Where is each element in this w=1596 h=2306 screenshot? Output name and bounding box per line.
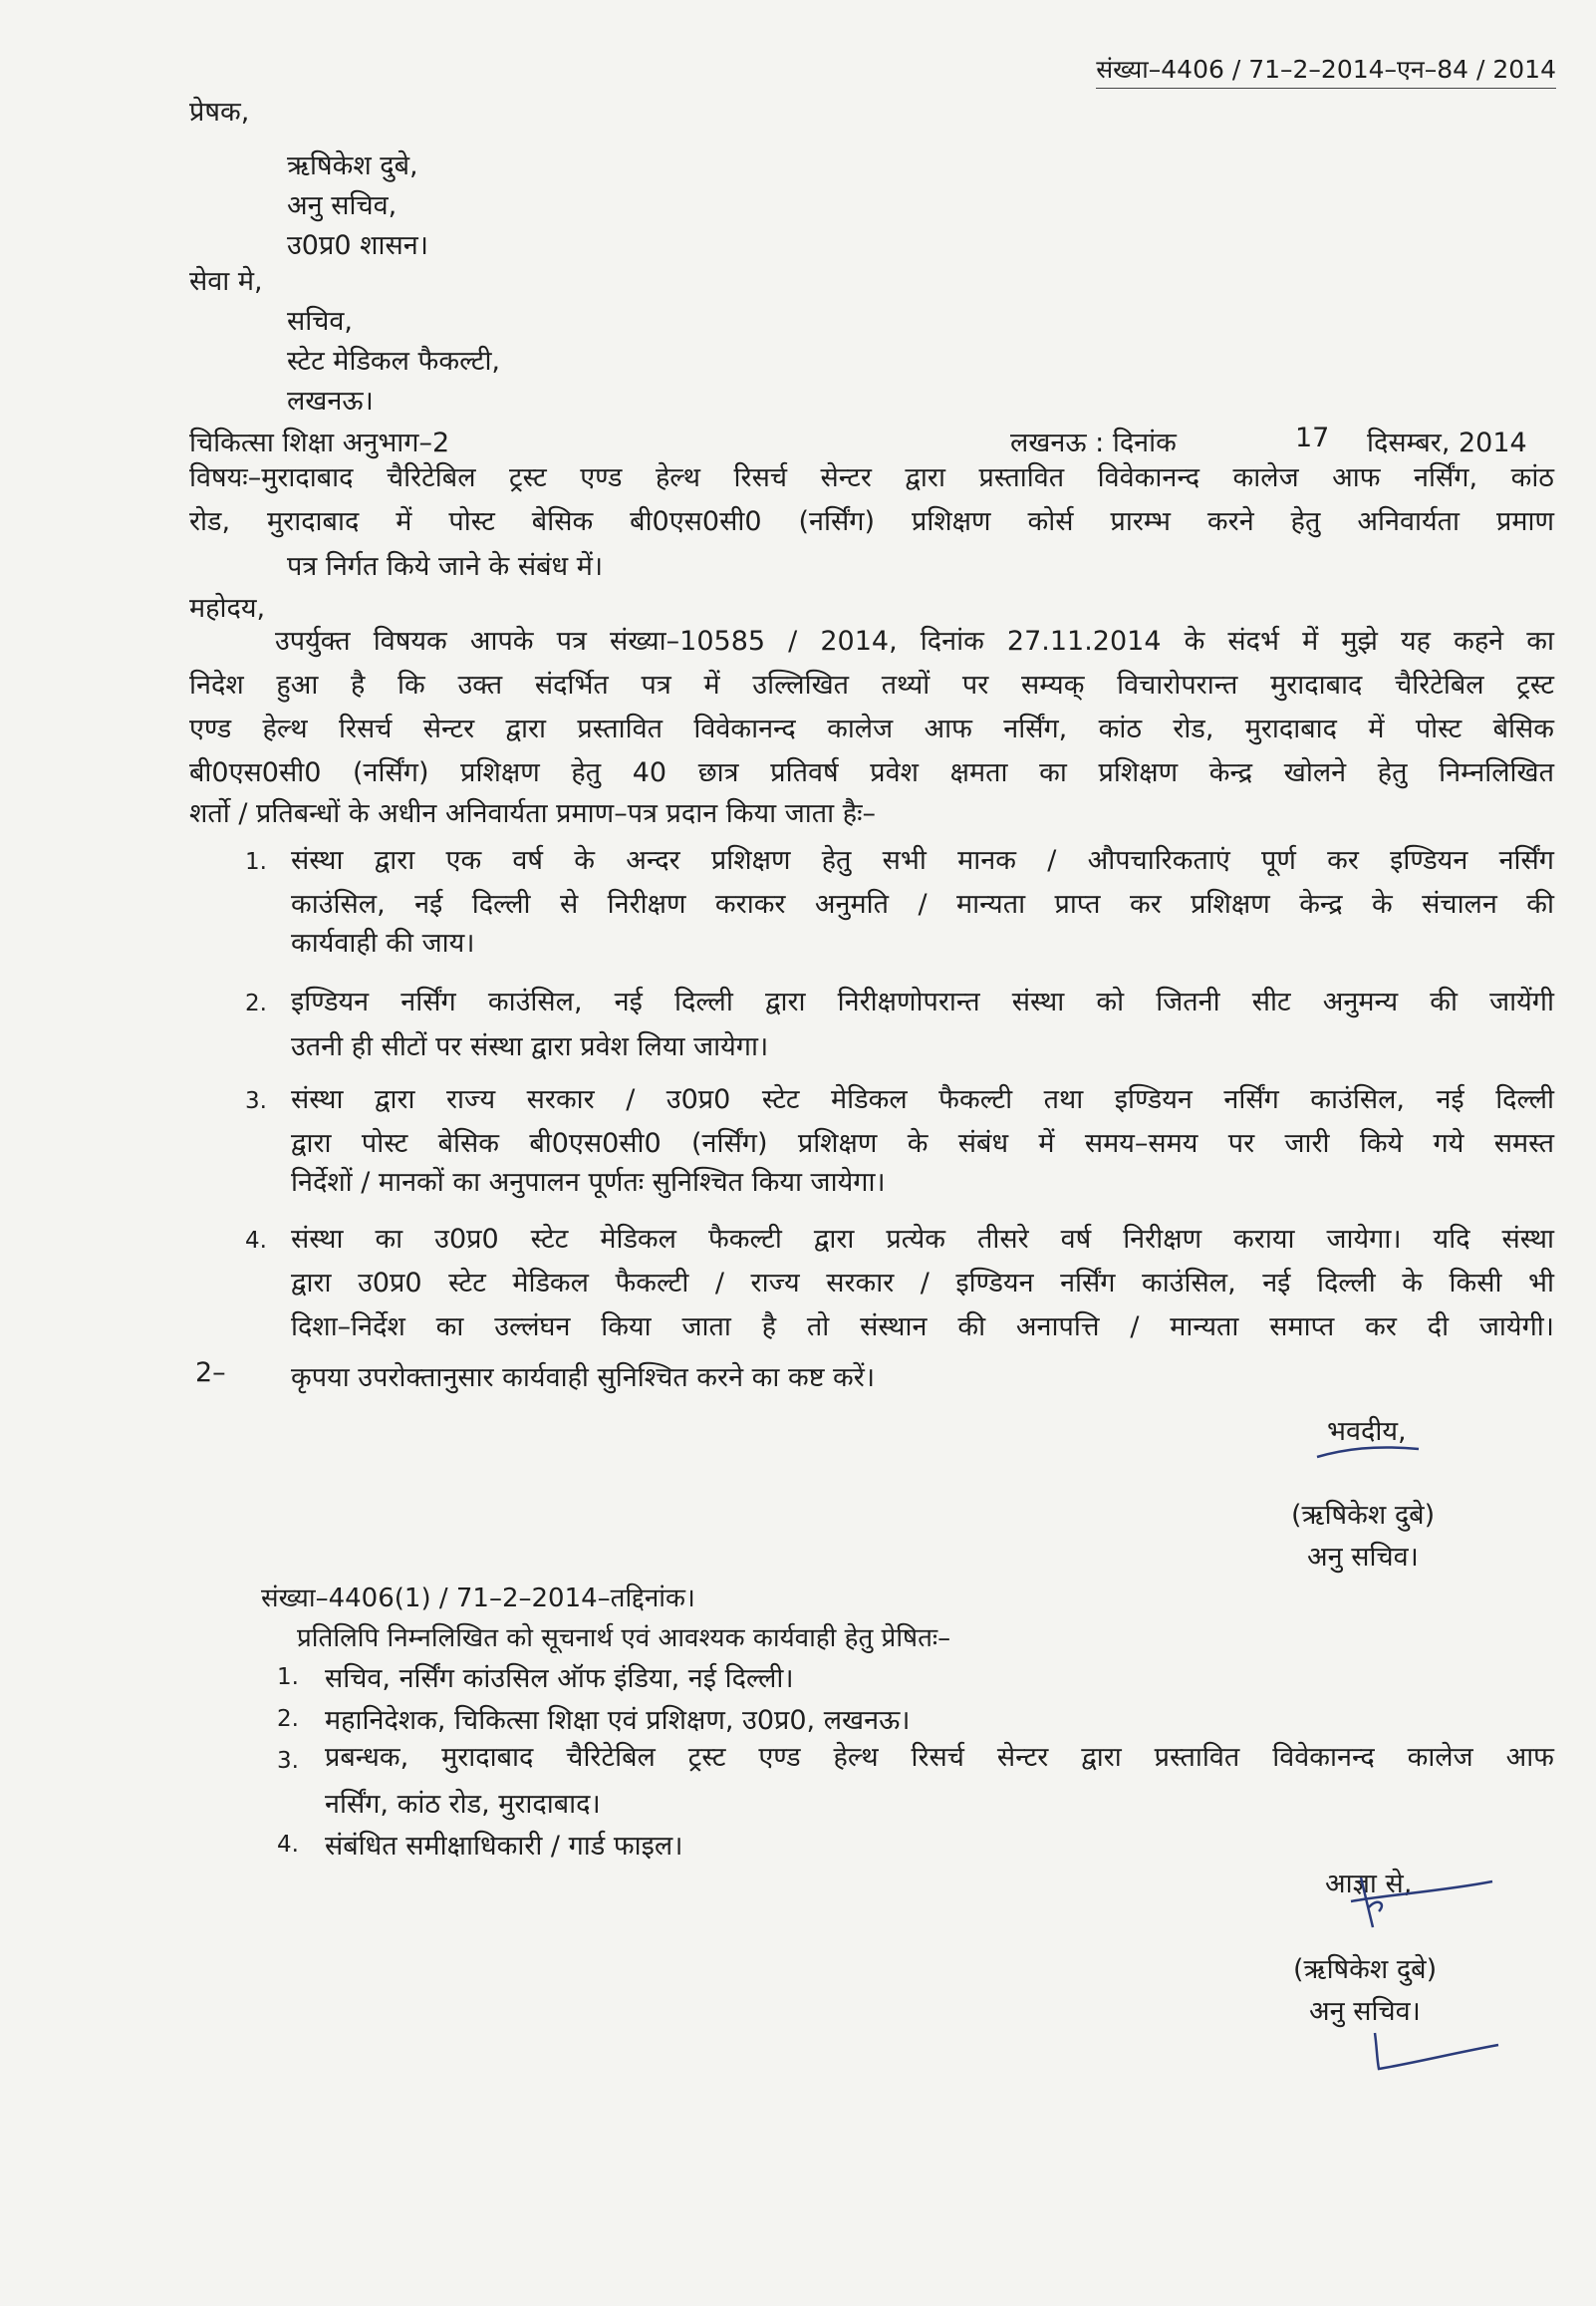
valediction: भवदीय, — [1327, 1416, 1407, 1447]
date-place: लखनऊ : दिनांक — [1010, 428, 1177, 458]
copy-intro: प्रतिलिपि निम्नलिखित को सूचनार्थ एवं आवश्यक कार्यवाही हेतु प्रेषितः– — [297, 1623, 951, 1653]
condition-number: 2. — [245, 991, 267, 1016]
subject-line: रोड, मुरादाबाद में पोस्ट बेसिक बी0एस0सी0 (नर्सिंग) प्रशिक्षण कोर्स प्रारम्भ करने हेतु अनिवार्यता प्रमाण — [189, 506, 1554, 537]
department-section: चिकित्सा शिक्षा अनुभाग–2 — [189, 428, 450, 458]
copy-item: सचिव, नर्सिंग कांउसिल ऑफ इंडिया, नई दिल्ली। — [325, 1663, 794, 1694]
body-paragraph — [189, 664, 1554, 795]
body-line-text: निदेश हुआ है कि उक्त संदर्भित पत्र में उल्लिखित तथ्यों पर सम्यक् विचारोपरान्त मुरादाबाद चैरिटेबिल ट्रस्ट — [189, 670, 1554, 701]
copy-item-line: नर्सिंग, कांठ रोड, मुरादाबाद। — [325, 1789, 601, 1820]
subject-line: पत्र निर्गत किये जाने के संबंध में। — [287, 551, 604, 582]
signatory-designation: अनु सचिव। — [1307, 1542, 1419, 1573]
date-day: 17 — [1295, 423, 1330, 453]
condition-number: 3. — [245, 1088, 267, 1114]
paragraph-number: 2– — [195, 1357, 226, 1388]
condition-line: द्वारा पोस्ट बेसिक बी0एस0सी0 (नर्सिंग) प्रशिक्षण के संबंध में समय–समय पर जारी किये गये समस्त — [291, 1128, 1554, 1159]
sender-name: ऋषिकेश दुबे, — [287, 150, 418, 181]
copy-item-number: 1. — [277, 1664, 299, 1690]
condition-line: द्वारा उ0प्र0 स्टेट मेडिकल फैकल्टी / राज्य सरकार / इण्डियन नर्सिंग काउंसिल, नई दिल्ली के किसी भी — [291, 1268, 1554, 1298]
copy-item-number: 4. — [277, 1832, 299, 1858]
condition-line: संस्था द्वारा एक वर्ष के अन्दर प्रशिक्षण हेतु सभी मानक / औपचारिकताएं पूर्ण कर इण्डियन नर्सिंग — [291, 845, 1554, 876]
condition-text — [291, 1218, 1554, 1349]
condition-line: दिशा–निर्देश का उल्लंघन किया जाता है तो संस्थान की अनापत्ति / मान्यता समाप्त कर दी जायेगी। — [291, 1311, 1554, 1342]
reference-number: संख्या–4406 / 71–2–2014–एन–84 / 2014 — [1096, 52, 1556, 89]
date-month-year: दिसम्बर, 2014 — [1367, 428, 1527, 458]
body-line-text: एण्ड हेल्थ रिसर्च सेन्टर द्वारा प्रस्तावित विवेकानन्द कालेज आफ नर्सिंग, कांठ रोड, मुरादाबाद में पोस्ट बेसिक — [189, 714, 1554, 744]
condition-line: संस्था का उ0प्र0 स्टेट मेडिकल फैकल्टी द्वारा प्रत्येक तीसरे वर्ष निरीक्षण कराया जायेगा। यदि संस्था — [291, 1224, 1554, 1255]
copy-reference: संख्या–4406(1) / 71–2–2014–तद्दिनांक। — [261, 1584, 695, 1613]
copy-item-number: 2. — [277, 1706, 299, 1732]
handwritten-signature — [1321, 1868, 1500, 1937]
condition-line: उतनी ही सीटों पर संस्था द्वारा प्रवेश लिया जायेगा। — [291, 1031, 769, 1062]
condition-line: इण्डियन नर्सिंग काउंसिल, नई दिल्ली द्वारा निरीक्षणोपरान्त संस्था को जितनी सीट अनुमन्य की जायेंगी — [291, 987, 1554, 1017]
condition-text — [291, 839, 1554, 927]
condition-text — [291, 1078, 1554, 1166]
paragraph-text: कृपया उपरोक्तानुसार कार्यवाही सुनिश्चित करने का कष्ट करें। — [291, 1362, 876, 1393]
initials-mark — [1365, 2029, 1504, 2079]
subject-line: विषयः–मुरादाबाद चैरिटेबिल ट्रस्ट एण्ड हेल्थ रिसर्च सेन्टर द्वारा प्रस्तावित विवेकानन्द कालेज आफ नर्सिंग, कांठ — [189, 462, 1554, 493]
sender-designation: अनु सचिव, — [287, 190, 398, 221]
recipient-heading: सेवा मे, — [189, 266, 263, 297]
order-phrase: आज्ञा से, — [1325, 1869, 1413, 1899]
sender-office: उ0प्र0 शासन। — [287, 230, 428, 261]
signature-underline — [1315, 1435, 1425, 1465]
copy-signatory-designation: अनु सचिव। — [1309, 1996, 1421, 2027]
recipient-designation: सचिव, — [287, 306, 353, 337]
signatory-name: (ऋषिकेश दुबे) — [1291, 1500, 1436, 1531]
condition-line: कार्यवाही की जाय। — [291, 928, 475, 959]
sender-heading: प्रेषक, — [189, 97, 250, 128]
copy-item — [325, 1736, 1554, 1780]
copy-item: संबंधित समीक्षाधिकारी / गार्ड फाइल। — [325, 1831, 683, 1862]
copy-item: महानिदेशक, चिकित्सा शिक्षा एवं प्रशिक्षण, उ0प्र0, लखनऊ। — [325, 1705, 911, 1736]
condition-number: 4. — [245, 1228, 267, 1254]
copy-item-line: प्रबन्धक, मुरादाबाद चैरिटेबिल ट्रस्ट एण्ड हेल्थ रिसर्च सेन्टर द्वारा प्रस्तावित विवेकानन्द कालेज आफ — [325, 1742, 1554, 1773]
copy-signatory-name: (ऋषिकेश दुबे) — [1293, 1954, 1438, 1985]
subject — [189, 456, 1554, 544]
body-line-text: बी0एस0सी0 (नर्सिंग) प्रशिक्षण हेतु 40 छात्र प्रतिवर्ष प्रवेश क्षमता का प्रशिक्षण केन्द्र खोलने हेतु निम्नलिखित — [189, 757, 1554, 788]
condition-text — [291, 981, 1554, 1024]
body-line: शर्तो / प्रतिबन्धों के अधीन अनिवार्यता प्रमाण–पत्र प्रदान किया जाता हैः– — [189, 798, 877, 829]
recipient-city: लखनऊ। — [287, 386, 374, 417]
body-line-text: उपर्युक्त विषयक आपके पत्र संख्या–10585 / 2014, दिनांक 27.11.2014 के संदर्भ में मुझे यह कहने का — [275, 626, 1554, 657]
condition-line: काउंसिल, नई दिल्ली से निरीक्षण कराकर अनुमति / मान्यता प्राप्त कर प्रशिक्षण केन्द्र के संचालन की — [291, 889, 1554, 920]
copy-item-number: 3. — [277, 1748, 299, 1774]
condition-line: निर्देशों / मानकों का अनुपालन पूर्णतः सुनिश्चित किया जायेगा। — [291, 1167, 886, 1198]
condition-line: संस्था द्वारा राज्य सरकार / उ0प्र0 स्टेट मेडिकल फैकल्टी तथा इण्डियन नर्सिंग काउंसिल, नई दिल्ली — [291, 1084, 1554, 1115]
salutation: महोदय, — [189, 593, 266, 624]
condition-number: 1. — [245, 849, 267, 875]
body-line — [275, 620, 1554, 664]
recipient-office: स्टेट मेडिकल फैकल्टी, — [287, 346, 501, 377]
